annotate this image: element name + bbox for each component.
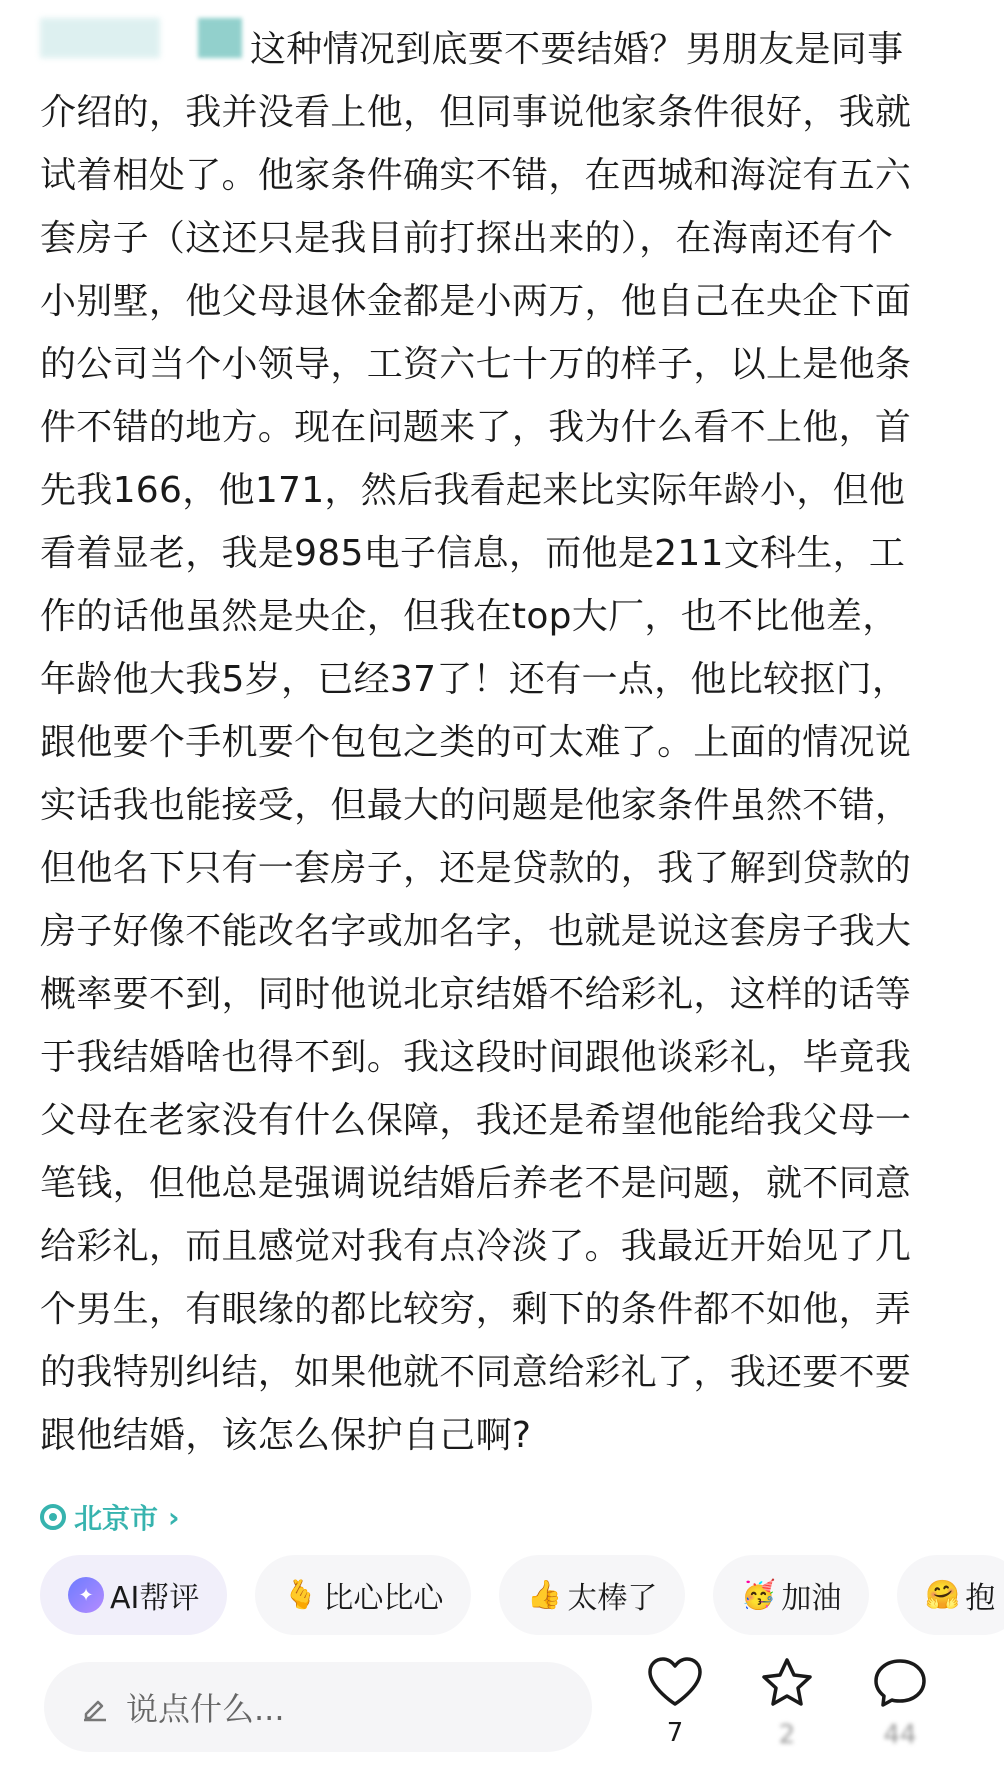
post-line: 给彩礼，而且感觉对我有点冷淡了。我最近开始见了几: [40, 1226, 912, 1267]
post-line: 跟他要个手机要个包包之类的可太难了。上面的情况说: [40, 722, 912, 763]
star-icon: [758, 1656, 816, 1710]
post-line: 父母在老家没有什么保障，我还是希望他能给我父母一: [40, 1100, 912, 1141]
like-count: 7: [666, 1718, 684, 1748]
quick-reaction-bar: [40, 1555, 1004, 1635]
post-line: 但他名下只有一套房子，还是贷款的，我了解到贷款的: [40, 848, 912, 889]
post-line: 介绍的，我并没看上他，但同事说他家条件很好，我就: [40, 92, 912, 133]
post-line: 的我特别纠结，如果他就不同意给彩礼了，我还要不要: [40, 1352, 912, 1393]
location-tag[interactable]: [40, 1497, 180, 1537]
ai-review-chip[interactable]: [40, 1555, 227, 1635]
post-line: 作的话他虽然是央企，但我在top大厂，也不比他差，: [40, 596, 899, 637]
post-line: 个男生，有眼缘的都比较穷，剩下的条件都不如他，弄: [40, 1289, 912, 1330]
post-line: 笔钱，但他总是强调说结婚后养老不是问题，就不同意: [40, 1163, 912, 1204]
reaction-chip-cheer[interactable]: [713, 1555, 869, 1635]
location-pin-icon: [40, 1504, 66, 1530]
post-line: 跟他结婚，该怎么保护自己啊?: [40, 1415, 532, 1456]
comment-button[interactable]: [865, 1656, 935, 1750]
post-line: 套房子（这还只是我目前打探出来的），在海南还有个: [40, 218, 894, 259]
post-line: 试着相处了。他家条件确实不错，在西城和海淀有五六: [40, 155, 912, 196]
heart-hand-icon: 🫰: [282, 1578, 318, 1611]
post-line: 概率要不到，同时他说北京结婚不给彩礼，这样的话等: [40, 974, 912, 1015]
post-line: 件不错的地方。现在问题来了，我为什么看不上他，首: [40, 407, 912, 448]
hug-icon: 🤗: [924, 1578, 960, 1611]
chip-label: 加油: [781, 1581, 842, 1616]
post-body: [40, 18, 968, 1467]
thumbs-up-icon: 👍: [526, 1578, 562, 1611]
favorite-button[interactable]: [752, 1656, 822, 1750]
favorite-count: 2: [778, 1720, 796, 1750]
comment-count: 44: [883, 1720, 917, 1750]
comment-placeholder: 说点什么...: [126, 1690, 285, 1728]
heart-icon: [646, 1656, 704, 1708]
reaction-chip-hug[interactable]: [897, 1555, 1004, 1635]
pencil-icon: [80, 1692, 110, 1722]
chevron-right-icon: ›: [168, 1500, 180, 1534]
post-line: 实话我也能接受，但最大的问题是他家条件虽然不错，: [40, 785, 912, 826]
chip-label: AI帮评: [110, 1581, 200, 1616]
comment-bubble-icon: [871, 1656, 929, 1710]
post-line: 房子好像不能改名字或加名字，也就是说这套房子我大: [40, 911, 912, 952]
post-line: 年龄他大我5岁，已经37了！还有一点，他比较抠门，: [40, 659, 909, 700]
post-line: 这种情况到底要不要结婚？男朋友是同事: [250, 29, 904, 70]
reaction-chip-great[interactable]: [499, 1555, 685, 1635]
cheer-icon: 🥳: [740, 1578, 776, 1611]
chip-label: 抱: [965, 1581, 996, 1616]
reaction-chip-heart[interactable]: [255, 1555, 471, 1635]
location-label: 北京市: [74, 1502, 159, 1535]
post-line: 先我166，他171，然后我看起来比实际年龄小，但他: [40, 470, 906, 511]
like-button[interactable]: [640, 1656, 710, 1748]
ai-icon: ✦: [68, 1577, 104, 1613]
action-bar: [640, 1656, 980, 1766]
post-line: 于我结婚啥也得不到。我这段时间跟他谈彩礼，毕竟我: [40, 1037, 912, 1078]
chip-label: 比心比心: [323, 1581, 444, 1616]
post-line: 小别墅，他父母退休金都是小两万，他自己在央企下面: [40, 281, 912, 322]
chip-label: 太棒了: [567, 1581, 658, 1616]
comment-input[interactable]: [44, 1662, 592, 1752]
post-line: 看着显老，我是985电子信息，而他是211文科生，工: [40, 533, 906, 574]
post-line: 的公司当个小领导，工资六七十万的样子，以上是他条: [40, 344, 912, 385]
